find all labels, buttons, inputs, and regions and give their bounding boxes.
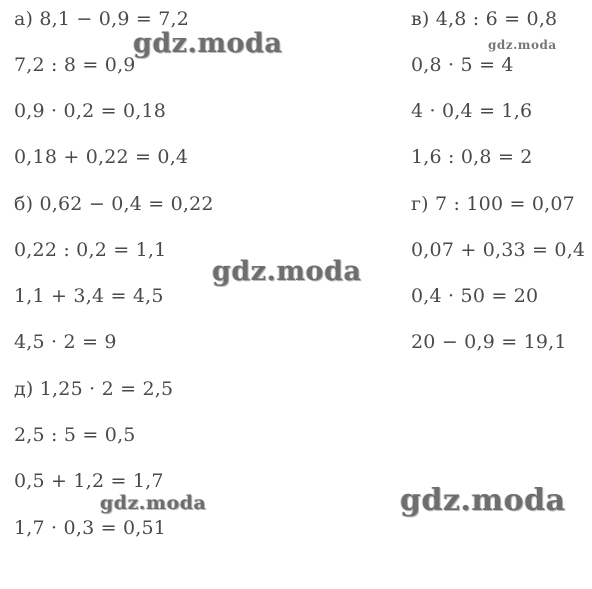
solution-line: в) 4,8 : 6 = 0,8 [411,8,558,30]
solution-line: 4 · 0,4 = 1,6 [411,100,533,122]
solution-line: 0,4 · 50 = 20 [411,285,539,307]
solution-line: 1,6 : 0,8 = 2 [411,146,533,168]
solution-line: 2,5 : 5 = 0,5 [14,424,136,446]
solution-line: 0,22 : 0,2 = 1,1 [14,239,167,261]
solution-line: 0,18 + 0,22 = 0,4 [14,146,189,168]
solution-line: г) 7 : 100 = 0,07 [411,193,575,215]
watermark: gdz.moda [133,28,283,59]
solution-line: а) 8,1 − 0,9 = 7,2 [14,8,190,30]
watermark: gdz.moda [100,492,207,514]
solution-line: 4,5 · 2 = 9 [14,331,117,353]
solution-line: 7,2 : 8 = 0,9 [14,54,136,76]
watermark: gdz.moda [212,256,362,287]
watermark: gdz.moda [400,483,566,518]
solution-line: 20 − 0,9 = 19,1 [411,331,567,353]
solution-line: д) 1,25 · 2 = 2,5 [14,378,174,400]
solution-line: 0,8 · 5 = 4 [411,54,514,76]
solution-line: 1,7 · 0,3 = 0,51 [14,517,167,539]
solution-line: 0,9 · 0,2 = 0,18 [14,100,167,122]
solution-line: 1,1 + 3,4 = 4,5 [14,285,164,307]
solution-line: 0,07 + 0,33 = 0,4 [411,239,586,261]
solution-line: б) 0,62 − 0,4 = 0,22 [14,193,214,215]
solution-line: 0,5 + 1,2 = 1,7 [14,470,164,492]
watermark: gdz.moda [488,38,557,52]
